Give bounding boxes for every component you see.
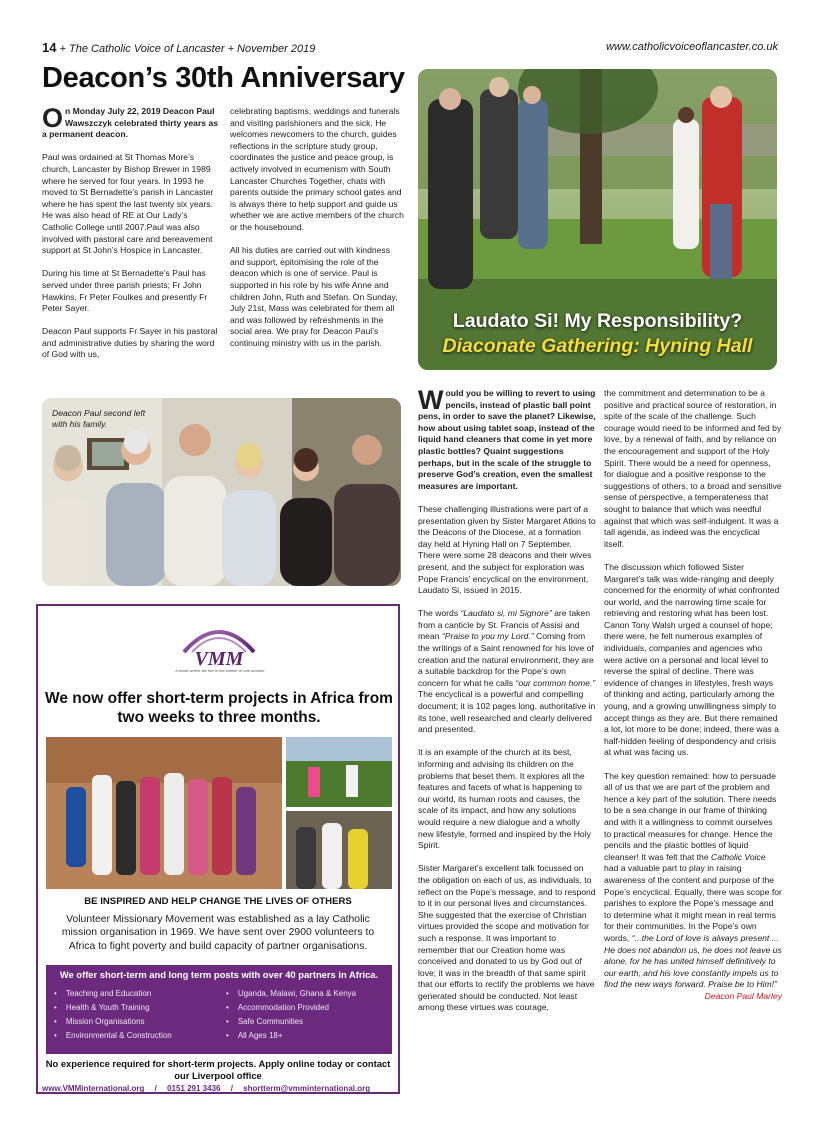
family-photo-caption: Deacon Paul second left with his family. — [52, 408, 146, 429]
deacon-dropcap: O — [42, 103, 64, 133]
ad-email-link[interactable]: shortterm@vmminternational.org — [243, 1084, 371, 1093]
laudato-title: Laudato Si! My Responsibility? — [452, 310, 743, 332]
header-publication-line — [42, 40, 315, 55]
laudato-paragraph: The discussion which followed Sister Margaret’s talk was wide-ranging and deeply concerned for the enormity of what confronted our world, and the narrowing time scale for retrieving and restoring what has been lost. Canon Tony Walsh urged a counsel of hope; there were, he felt numerous examples of individuals, companies and agencies who were active on a personal and local level to reverse the spiral of decline. There was evidence of changes in lifestyles, fresh ways of thinking and acting, particularly among the young, and a growing unwillingness simply to accept things as they are. But there remained a lot, lot more to be done; indeed, there was a half-hidden feeling of despondency and crisis at what was facing us. — [604, 561, 780, 758]
hyning-title-overlay — [418, 310, 777, 358]
ad-band-title: We offer short-term and long term posts with over 40 partners in Africa. — [59, 969, 379, 980]
ad-contact-line — [42, 1084, 394, 1093]
deacon-paragraph: celebrating baptisms, weddings and funerals and visiting parishioners and the sick. He welcomes newcomers to the church, guides reflections in the scripture study group, coordinates the justice and peace group, is actively involved in ecumenism with South Lancaster Churches Together, chats with parents outside the primary school gates and is always there to help support and guide us whether we are active members of the church or the housebound. — [230, 106, 404, 232]
page-header — [42, 40, 778, 58]
ad-list-item: • Accommodation Provided — [226, 1001, 356, 1015]
website-url[interactable]: www.catholicvoiceoflancaster.co.uk — [605, 41, 778, 53]
deacon-article-title: Deacon’s 30th Anniversary — [42, 62, 405, 94]
ad-photo-collage — [46, 737, 392, 889]
deacon-lead-paragraph: On Monday July 22, 2019 Deacon Paul Wawszczyk celebrated thirty years as a permanent deacon. — [42, 103, 219, 140]
laudato-paragraph: Sister Margaret’s excellent talk focussed on the obligation on each of us, as individuals, to reflect on the Pope’s message, and to respond to it in our personal lives and circumstances. She suggested that the exercise of Christian virtues provided the scope and motivation for such a response. It was important to remember that our Creation home was conceived and donated to us by God out of love; it was in the breadth of that same spirit that our efforts to rectify the problems we have generated should be conducted. Not least among these virtues was courage, — [418, 863, 596, 1013]
ad-list-left — [54, 987, 172, 1043]
deacon-family-photo — [42, 398, 401, 586]
ad-list-right — [226, 987, 356, 1043]
deacon-paragraph: Deacon Paul supports Fr Sayer in his pastoral and administrative duties by sharing the word of God with us, — [42, 326, 218, 360]
deacon-column-2 — [230, 106, 406, 361]
deacon-paragraph: Paul was ordained at St Thomas More’s church, Lancaster by Bishop Brewer in 1989 where he served for four years. In 1993 he moved to St Bernadette’s parish in Lancaster where he has spent the last twenty six years. He was also head of RE at Our Lady’s Catholic College until 2007.Paul was also involved with pastoral care and bereavement support at St John’s Hospice in Lancaster. — [42, 152, 214, 256]
contact-separator: / — [154, 1084, 157, 1093]
laudato-paragraph: the commitment and determination to be a positive and practical source of restoration, in spite of the scale of the challenge. Such courage would need to be informed and fed by love, by a renewal of faith, and by reliance on the encouragement and support of the Holy Spirit. There would be a need for openness, for dialogue and a positive response to the suggestions of others, to a broad and sensitive sense of perspective, a temperateness that sought to balance that which was needful against that which was self-indulgent. It was a tall agenda, as indeed was the encyclical itself. — [604, 388, 782, 549]
ad-website-link[interactable]: www.VMMinternational.org — [42, 1084, 145, 1093]
deacon-paragraph: All his duties are carried out with kindness and support, epitomising the role of the deacon which is one of service. Paul is supported in his role by his wife Anne and children John, Ruth and Stefan. On Sunday, July 21st, Mass was celebrated for them all and was followed by refreshments in the social area. We pray for Deacon Paul’s continuing ministry with us in the parish. — [230, 245, 398, 348]
vmm-logo-text: VMM — [194, 648, 244, 670]
laudato-subtitle: Diaconate Gathering: Hyning Hall — [442, 335, 753, 357]
laudato-column-1 — [418, 385, 596, 1026]
publication-name: + The Catholic Voice of Lancaster + November 2019 — [59, 43, 316, 55]
ad-list-item: • Mission Organisations — [54, 1015, 172, 1029]
hyning-hall-photo — [418, 69, 777, 370]
ad-list-item: • Teaching and Education — [54, 987, 172, 1001]
page-number: 14 — [42, 40, 57, 55]
ad-list-item: • Health & Youth Training — [54, 1001, 172, 1015]
laudato-paragraph: The key question remained: how to persuade all of us that we are part of the problem and hence a key part of the solution. There needs to be a sea change in our frame of thinking and with it a willingness to commit ourselves to practical measures for change. Hence the pencils and the plastic bottles of liquid cleanser! It was felt that the Catholic Voice had a valuable part to play in raising awareness of the content and purpose of the Pope’s encyclical. Equally, there was scope for parishes to explore the Pope’s message and to determine what it might mean in real terms for their communities. In the Pope’s own words, “...the Lord of love is always present ... He does not abandon us, he does not leave us alone, for he has united himself definitively to our earth, and his love constantly impels us to find the new ways forward. Praise be to Him!” Deacon Paul Marley — [604, 770, 782, 1001]
ad-phone-number[interactable]: 0151 291 3436 — [167, 1084, 221, 1093]
contact-separator: / — [230, 1084, 233, 1093]
laudato-lead-paragraph: Would you be willing to revert to using pencils, instead of plastic ball point pens, in order to save the planet? Likewise, how about using tablet soap, instead of the liquid hand cleaners that come in yet more plastic bottles? Quaint suggestions perhaps, but in the scale of the struggle to preserve God’s creation, even the smallest measures are important. — [418, 385, 596, 491]
ad-list-item: • All Ages 18+ — [226, 1029, 356, 1043]
ad-list-item: • Uganda, Malawi, Ghana & Kenya — [226, 987, 356, 1001]
laudato-paragraph: These challenging illustrations were part of a presentation given by Sister Margaret Atkins to the Deacons of the Diocese, at a formation day held at Hyning Hall on 7 September. There were some 28 deacons and their wives present, and the subject for exploration was Pope Francis’ encyclical on the environment, Laudato Si, issued in 2015. — [418, 503, 596, 596]
ad-inspired-heading: BE INSPIRED AND HELP CHANGE THE LIVES OF OTHERS — [84, 896, 352, 907]
laudato-paragraph: The words “Laudato si, mi Signore” are taken from a canticle by St. Francis of Assisi and mean “Praise to you my Lord.” Coming from the writings of a Saint renowned for his love of creation and the natural environment, they are a suitable backdrop for the Pope’s own concern for what he calls “our common home.” The encyclical is a powerful and compelling document; it is 102 pages long, authoritative in its tone, well researched and clearly delivered and presented. — [418, 608, 596, 735]
ad-no-experience-note: No experience required for short-term projects. Apply online today or contact our Liverpool office — [45, 1058, 391, 1081]
vmm-advertisement — [36, 604, 400, 1094]
ad-list-item: • Safe Communities — [226, 1015, 356, 1029]
laudato-signature: Deacon Paul Marley — [704, 990, 782, 1001]
laudato-paragraph: It is an example of the church at its best, informing and advising its children on the problems that beset them. It explores all the features and facets of what is happening to our world, its human roots and causes, the scale of its impact, and how any solutions would require a new dialogue and a wholly new lifestyle, formed and inspired by the Holy Spirit. — [418, 747, 591, 851]
deacon-column-1 — [42, 103, 220, 373]
laudato-column-2 — [604, 388, 782, 1002]
vmm-logo-tagline: A world where we live in the shelter of one another — [175, 668, 265, 673]
ad-list-item: • Environmental & Construction — [54, 1029, 172, 1043]
ad-offer-band — [46, 965, 392, 1054]
deacon-paragraph: During his time at St Bernadette’s Paul has served under three parish priests; Fr John Hawkins, Fr Peter Foulkes and presently Fr Peter Sayer. — [42, 268, 208, 314]
ad-body-text: Volunteer Missionary Movement was established as a lay Catholic mission organisation in 1969. We have sent over 2900 volunteers to Africa to fight poverty and build capacity of partner organisations. — [61, 914, 375, 952]
laudato-dropcap: W — [418, 385, 444, 415]
ad-headline: We now offer short-term projects in Africa from two weeks to three months. — [45, 690, 393, 726]
